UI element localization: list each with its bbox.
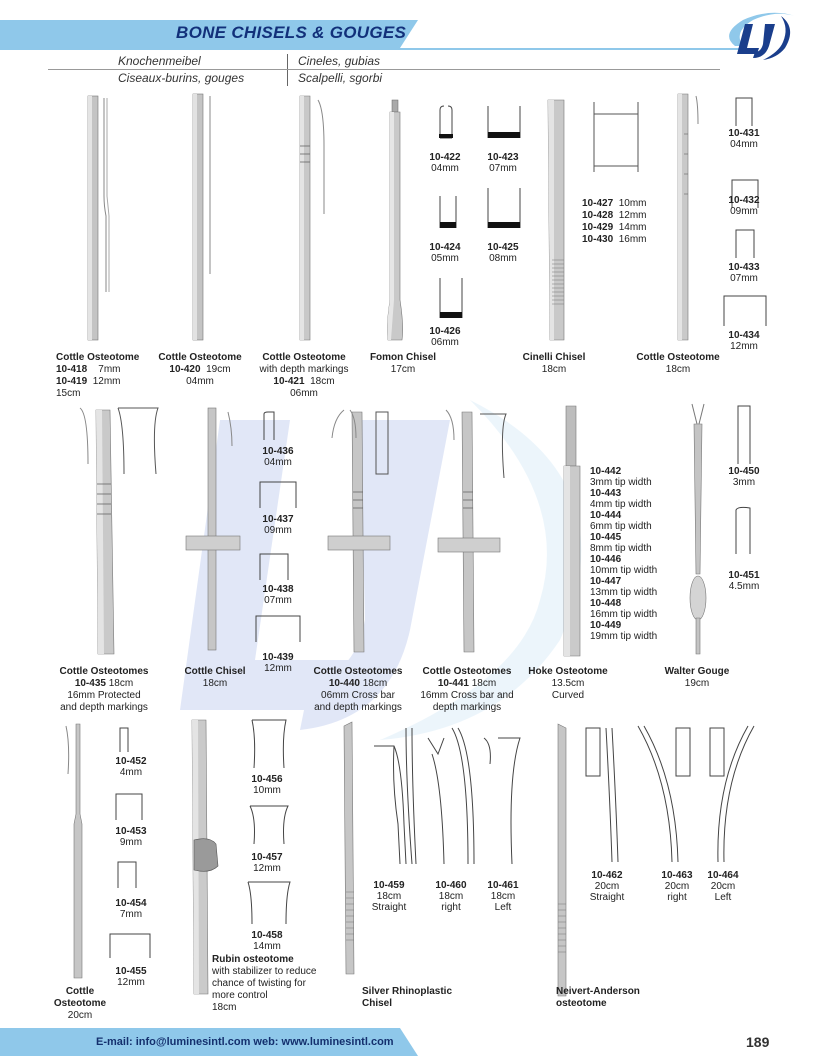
tip-10-423: 10-423 07mm: [487, 152, 519, 174]
instrument-10-435: [80, 404, 170, 660]
tip-shapes-rubin: [246, 718, 296, 938]
tip-10-436: 10-436 04mm: [262, 446, 294, 468]
tip-10-452: 10-452 4mm: [115, 756, 147, 778]
lang-fr: Ciseaux-burins, gouges: [118, 71, 245, 85]
tip-10-453: 10-453 9mm: [115, 826, 147, 848]
caption-neivert-anderson: Neivert-Anderson osteotome: [556, 986, 640, 1009]
instrument-silver-rhinoplastic: [340, 722, 370, 984]
footer-contact: E-mail: info@luminesintl.com web: www.luminesintl.com: [96, 1036, 394, 1048]
instrument-10-420: [190, 94, 220, 344]
hoke-code-list: 10-442 3mm tip width 10-443 4mm tip width 10-444 6mm tip width 10-445 8mm tip width 10-446 10mm tip width 10-447 13mm tip width 10-448 16mm tip width 10-449 19mm tip width: [590, 466, 658, 642]
brand-logo: [715, 6, 805, 66]
page-number: 189: [746, 1034, 770, 1050]
instrument-10-418: [84, 96, 114, 346]
tip-10-456: 10-456 10mm: [251, 774, 283, 796]
caption-cottle-10-420: Cottle Osteotome 10-420 19cm 04mm: [158, 352, 242, 387]
page-title: BONE CHISELS & GOUGES: [176, 23, 407, 42]
tip-10-438: 10-438 07mm: [262, 584, 294, 606]
instrument-10-440: [326, 408, 406, 660]
tip-10-437: 10-437 09mm: [262, 514, 294, 536]
caption-cottle-chisel: Cottle Chisel 18cm: [184, 666, 246, 689]
tip-10-457: 10-457 12mm: [251, 852, 283, 874]
tip-shapes-rhinoplastic: [372, 724, 532, 870]
tip-shapes-neivert: [584, 722, 784, 868]
tip-10-451: 10-451 4.5mm: [728, 570, 760, 592]
lang-divider: [287, 54, 288, 86]
tip-10-464: 10-464 20cm Left: [707, 870, 739, 903]
instrument-cottle-18cm: [674, 94, 714, 346]
tip-10-425: 10-425 08mm: [487, 242, 519, 264]
tip-10-450: 10-450 3mm: [728, 466, 760, 488]
caption-hoke: Hoke Osteotome 13.5cm Curved: [528, 666, 608, 701]
tip-10-432: 10-432 09mm: [728, 195, 760, 217]
tip-10-422: 10-422 04mm: [429, 152, 461, 174]
tip-10-433: 10-433 07mm: [728, 262, 760, 284]
tip-10-459: 10-459 18cm Straight: [371, 880, 407, 913]
tip-10-462: 10-462 20cm Straight: [589, 870, 625, 903]
tip-10-455: 10-455 12mm: [115, 966, 147, 988]
tip-10-463: 10-463 20cm right: [661, 870, 693, 903]
caption-silver-rhinoplastic: Silver Rhinoplastic Chisel: [362, 986, 453, 1009]
lang-es: Cineles, gubias: [298, 54, 381, 68]
caption-cottle-20cm: Cottle Osteotome 20cm: [53, 986, 107, 1021]
tip-10-439: 10-439 12mm: [262, 652, 294, 674]
lang-rule: [48, 69, 720, 70]
cinelli-code-list: 10-427 10mm 10-428 12mm 10-429 14mm 10-430 16mm: [582, 198, 647, 245]
instrument-10-421: [294, 96, 334, 346]
tip-10-460: 10-460 18cm right: [435, 880, 467, 913]
tip-shapes-row1: [436, 104, 556, 354]
header-rule: [0, 48, 740, 50]
tip-10-454: 10-454 7mm: [115, 898, 147, 920]
caption-fomon: Fomon Chisel 17cm: [369, 352, 437, 375]
instrument-fomon: [382, 100, 412, 346]
caption-walter-gouge: Walter Gouge 19cm: [664, 666, 730, 689]
tip-10-434: 10-434 12mm: [728, 330, 760, 352]
instrument-hoke: [560, 406, 586, 660]
caption-10-441: Cottle Osteotomes 10-441 18cm 16mm Cross bar and depth markings: [420, 666, 514, 713]
tip-10-461: 10-461 18cm Left: [487, 880, 519, 913]
tip-10-424: 10-424 05mm: [429, 242, 461, 264]
caption-cinelli: Cinelli Chisel 18cm: [522, 352, 586, 375]
caption-rubin: Rubin osteotome with stabilizer to reduce chance of twisting for more control 18cm: [212, 954, 317, 1013]
tip-10-458: 10-458 14mm: [251, 930, 283, 952]
tip-10-426: 10-426 06mm: [429, 326, 461, 348]
caption-cottle-10-418: Cottle Osteotome 10-418 7mm 10-419 12mm 15cm: [56, 352, 140, 399]
instrument-10-441: [434, 408, 514, 660]
lang-it: Scalpelli, sgorbi: [298, 71, 383, 85]
instrument-neivert-anderson: [554, 724, 574, 1004]
caption-10-435: Cottle Osteotomes 10-435 18cm 16mm Protected and depth markings: [59, 666, 149, 713]
lang-de: Knochenmeibel: [118, 54, 201, 68]
caption-cottle-18cm: Cottle Osteotome 18cm: [636, 352, 720, 375]
caption-10-440: Cottle Osteotomes 10-440 18cm 06mm Cross bar and depth markings: [313, 666, 403, 713]
instrument-cottle-20cm: [62, 724, 92, 986]
tip-10-431: 10-431 04mm: [728, 128, 760, 150]
caption-cottle-10-421: Cottle Osteotome with depth markings 10-421 18cm 06mm: [259, 352, 349, 399]
instrument-walter-gouge: [684, 404, 714, 660]
